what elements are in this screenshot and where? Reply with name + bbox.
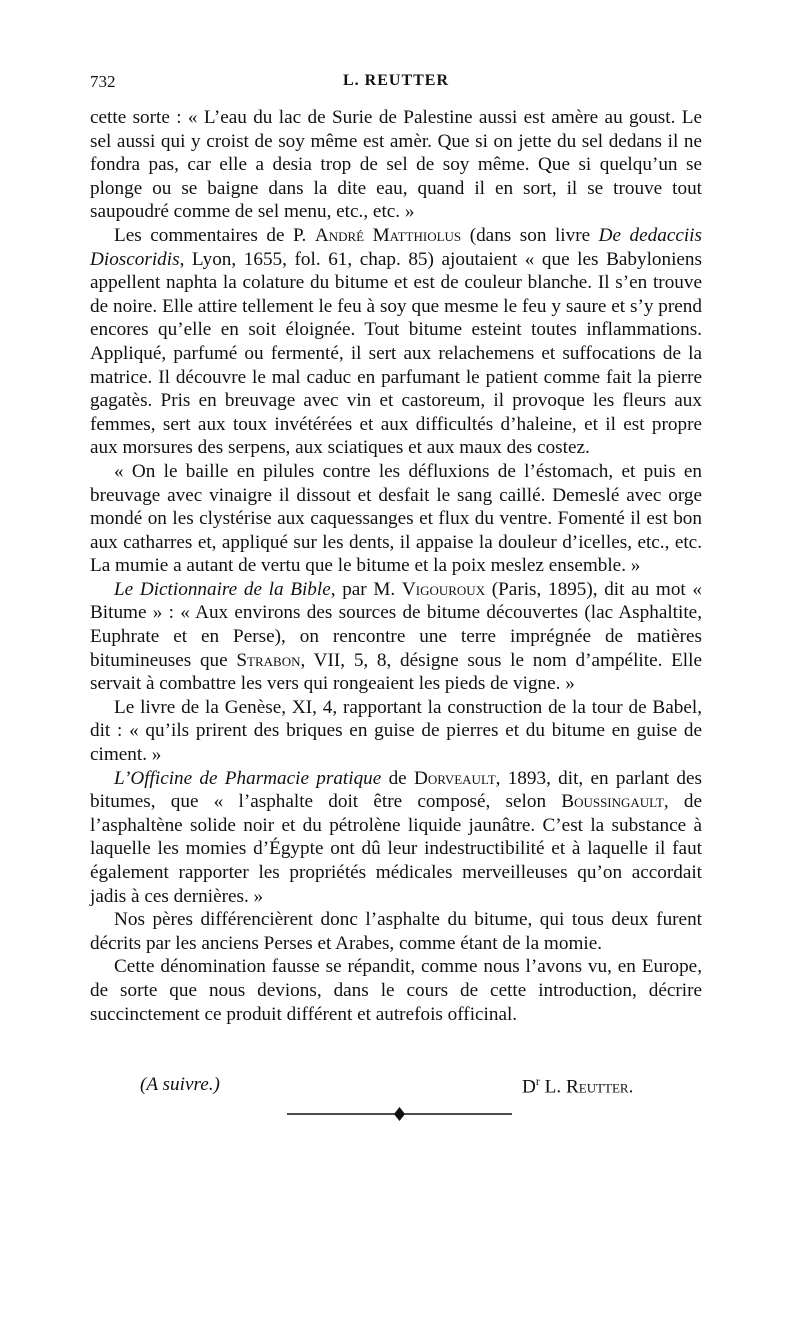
diamond-ornament-icon [394, 1107, 405, 1121]
text-run: Les commentaires de P. [114, 224, 315, 246]
end-ornament-divider [287, 1104, 512, 1124]
page-number: 732 [90, 72, 116, 91]
text-run: de [381, 767, 414, 789]
text-run: , de l’asphaltène solide noir et du pétrolène liquide jaunâtre. C’est la substance à laquelle les momies d’Égypte ont dû leur indestructibilité et à laquelle il faut également rapporter les propriétés médicales merveilleuses qu’on accordait jadis à ces dernières. » [90, 791, 702, 907]
author-title-superscript: r [535, 1074, 540, 1088]
paragraph-6 [90, 767, 702, 909]
paragraph-5: Le livre de la Genèse, XI, 4, rapportant la construction de la tour de Babel, dit : « qu’ils prirent des briques en guise de pierres et du bitume en guise de ciment. » [90, 696, 702, 766]
author-name: André Matthiolus [314, 224, 462, 246]
author-signature [522, 1074, 633, 1098]
text-run: , Lyon, 1655, fol. 61, chap. 85) ajoutaient « que les Babyloniens appellent naphta la colature du bitume et est de couleur blanche. Il s’en trouve de noire. Elle attire tellement le feu à soy que mesme le feu y saure et s’y prend encores qu’elle en soit éloignée. Tout bitume esteint toutes inflammations. Appliqué, parfumé ou fermenté, il sert aux relachemens et suffocations de la matrice. Il découvre le mal caduc en parfumant le patient comme fait la pierre gagatès. Pris en breuvage avec vin et castoreum, il provoque les fleurs aux femmes, sert aux toux invétérées et aux difficultés d’haleine, et il est propre aux morsures des serpens, aux sciatiques et aux maux des costez. [90, 248, 702, 459]
paragraph-7: Nos pères différencièrent donc l’asphalte du bitume, qui tous deux furent décrits par les anciens Perses et Arabes, comme étant de la momie. [90, 909, 702, 954]
paragraph-3: « On le baille en pilules contre les défluxions de l’éstomach, et puis en breuvage avec vinaigre il dissout et desfait le sang caillé. Demeslé avec orge mondé on les clystérise aux caquessanges et flux du ventre. Fomenté il est bon aux catharres et, appliqué sur les dents, il appaise la douleur d’icelles, etc., etc. La mumie a autant de vertu que le bitume et la poix meslez ensemble. » [90, 460, 702, 577]
paragraph-1: cette sorte : « L’eau du lac de Surie de Palestine aussi est amère au goust. Le sel aussi qui y croist de soy même est amèr. Que si on jette du sel dedans il ne fondra pas, car elle a desia trop de sel de soy même. Que si quelqu’un se plonge ou se baigne dans la dite eau, quand il en sort, il se trouve tout saupoudré comme de sel menu, etc., etc. » [90, 107, 702, 223]
text-run: , 1893, dit, en parlant des bitumes, que « l’asphalte doit être composé, selon [90, 767, 702, 813]
book-title: De dedacciis Dioscoridis [90, 224, 702, 270]
book-title: Le Dictionnaire de la Bible [114, 578, 331, 600]
page-header [90, 72, 702, 102]
author-name: Strabon [236, 649, 301, 671]
author-name: Boussingault [561, 791, 664, 813]
paragraph-4 [90, 578, 702, 696]
book-title: L’Officine de Pharmacie pratique [114, 767, 382, 789]
paragraph-8: Cette dénomination fausse se répandit, comme nous l’avons vu, en Europe, de sorte que nous devions, dans le cours de cette introduction, décrire succinctement ce produit différent et autrefois officinal. [90, 956, 702, 1025]
author-name: Vigouroux [401, 578, 486, 600]
text-run: (dans son livre [461, 224, 599, 246]
running-title: L. REUTTER [342, 72, 450, 89]
text-run: , VII, 5, 8, désigne sous le nom d’ampélite. Elle servait à combattre les vers qui rongeaient les pieds de vigne. » [90, 649, 702, 695]
signature-line [90, 1074, 702, 1100]
author-title: D [522, 1076, 536, 1098]
text-run: (Paris, 1895), dit au mot « Bitume » : « Aux environs des sources de bitume découvertes (lac Asphaltite, Euphrate et en Perse), on rencontre une terre imprégnée de matières bitumineuses que [90, 578, 703, 671]
article-body [90, 106, 702, 1026]
author-name: Dorveault [413, 767, 496, 789]
to-be-continued-note: (A suivre.) [140, 1074, 220, 1095]
text-run: , par M. [330, 578, 402, 600]
author-signature-name: L. Reutter. [539, 1076, 634, 1098]
paragraph-2 [90, 224, 702, 460]
